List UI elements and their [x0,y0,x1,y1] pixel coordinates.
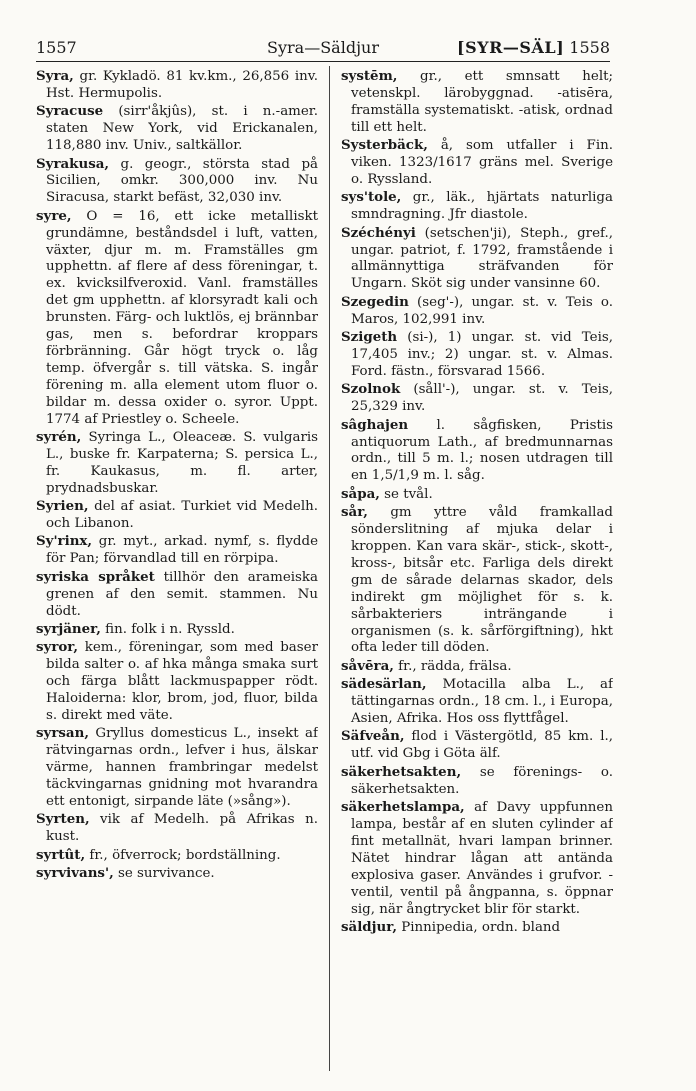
dictionary-entry [341,294,613,329]
definition: Gryllus domesticus L., insekt af rätvingarnas ordn., lefver i hus, älskar värme, hannen frambringar medelst täckvingarnas gnidning mot hvarandra ett entonigt, sirpande läte (»sång»). [46,726,318,810]
definition: se survivance. [113,866,215,882]
dictionary-entry [341,486,613,504]
definition: fin. folk i n. Ryssld. [100,622,235,637]
dictionary-entry [341,381,613,416]
headword: Syracuse [36,103,104,120]
headword: Syra, [36,68,74,84]
definition: O = 16, ett icke metalliskt grundämne, beståndsdel i luft, vatten, växter, djur m. m. Framställes gm upphettn. af flere af dess föreningar, t. ex. kvicksilfveroxid. Vanl. framställes det gm upphettn. af klorsyradt kali och brunsten. Färg- och luktlös, ej brännbar gas, men s. befordrar kroppars förbränning. Går högt tryck o. låg temp. öfvergår s. till vätska. S. ingår förening m. alla element utom fluor o. bildar m. dessa oxider o. syror. Uppt. 1774 af Priestley o. Scheele. [46,208,318,427]
headword: såpa, [341,485,380,502]
dictionary-entry [341,329,613,381]
dictionary-entry [341,137,613,189]
running-title: Syra—Säldjur [267,38,379,57]
headword: sys'tole, [341,189,402,206]
right-column [341,68,613,1077]
definition: flod i Västergötld, 85 km. l., utf. vid Gbg i Göta älf. [351,729,613,762]
definition: (setschen'ji), Steph., gref., ungar. patriot, f. 1792, framstående i allmännyttiga sträfvanden för Ungarn. Sköt sig under vansinne 60. [351,225,613,292]
dictionary-entry [341,764,613,799]
page-header [36,36,610,60]
dictionary-entry [36,725,318,811]
definition: kem., föreningar, som med baser bilda salter o. af hka många smaka surt och färga blått lackmuspapper rödt. Haloiderna: klor, brom, jod, fluor, bilda s. direkt med väte. [46,640,318,724]
dictionary-entry [36,639,318,725]
headword: syror, [36,639,79,656]
dictionary-entry [341,919,613,937]
header-right [457,36,610,60]
headword: Szigeth [341,329,398,346]
header-rule [36,61,610,62]
definition: se tvål. [379,486,433,502]
dictionary-entry [341,799,613,918]
definition: gr., ett smnsatt helt; vetenskpl. lärobyggnad. -atisēra, framställa systematiskt. -atisk, ordnad till ett helt. [351,69,613,135]
headword: syrén, [36,429,82,446]
headword: syre, [36,207,72,224]
definition: gr. myt., arkad. nymf, s. flydde för Pan; förvandlad till en rörpipa. [46,534,318,567]
definition: del af asiat. Turkiet vid Medelh. och Libanon. [46,499,318,532]
left-column [36,68,318,1077]
headword: säkerhetslampa, [341,799,465,816]
definition: (seg'-), ungar. st. v. Teis o. Maros, 102,991 inv. [351,294,613,327]
definition: fr., öfverrock; bordställning. [85,847,281,863]
headword: Syrakusa, [36,155,110,172]
dictionary-entry [341,658,613,676]
dictionary-entry [36,569,318,621]
headword: syrtût, [36,846,86,863]
dictionary-entry [36,103,318,155]
dictionary-entry [36,865,318,883]
headword: syrsan, [36,725,89,742]
dictionary-entry [36,533,318,568]
dictionary-entry [341,504,613,657]
headword: Syrien, [36,498,89,515]
dictionary-entry [36,156,318,208]
definition: fr., rädda, frälsa. [393,658,512,674]
definition: Motacilla alba L., af tättingarnas ordn., 18 cm. l., i Europa, Asien, Afrika. Hos oss flyttfågel. [351,677,613,727]
definition: Syringa L., Oleaceæ. S. vulgaris L., buske fr. Karpaterna; S. persica L., fr. Kaukasus, m. fl. arter, prydnadsbuskar. [46,430,318,496]
headword: sâghajen [341,416,409,433]
definition: gr., läk., hjärtats naturliga smndragning. Jfr diastole. [351,190,613,223]
dictionary-entry [36,621,318,639]
headword: syrvivans', [36,865,114,882]
dictionary-entry [36,847,318,865]
headword: sädesärlan, [341,676,427,693]
headword: Systerbäck, [341,137,428,154]
dictionary-entry [341,676,613,728]
definition: g. geogr., största stad på Sicilien, omkr. 300,000 inv. Nu Siracusa, starkt befäst, 32,030 inv. [46,156,318,206]
definition: l. sågfisken, Pristis antiquorum Lath., af bredmunnarnas ordn., till 5 m. l.; nosen utdragen till en 1,5/1,9 m. l. såg. [351,417,613,484]
headword: Szolnok [341,381,401,398]
headword: systēm, [341,68,398,84]
definition: (såll'-), ungar. st. v. Teis, 25,329 inv. [351,382,613,415]
headword: syriska språket [36,568,155,585]
definition: af Davy uppfunnen lampa, består af en sluten cylinder af fint metallnät, hvari lampan brinner. Nätet hindrar lågan att antända explosiva gaser. Användes i grufvor. -ventil, ventil på ångpanna, s. öppnar sig, när ångtrycket blir för starkt. [351,800,613,917]
dictionary-entry [36,208,318,429]
dictionary-entry [341,417,613,486]
headword: Syrten, [36,811,90,828]
entry-range: [SYR—SÄL] [457,38,565,57]
definition: (sirr'åkjûs), st. i n.-amer. staten New York, vid Erickanalen, 118,880 inv. Univ., saltkällor. [46,104,318,154]
definition: vik af Medelh. på Afrikas n. kust. [46,812,318,845]
headword: Széchényi [341,224,416,241]
headword: Szegedin [341,293,409,310]
dictionary-entry [341,68,613,137]
dictionary-entry [36,429,318,498]
definition: å, som utfaller i Fin. viken. 1323/1617 gräns mel. Sverige o. Ryssland. [351,138,613,187]
column-divider [329,66,330,1071]
definition: gr. Kykladö. 81 kv.km., 26,856 inv. Hst. Hermupolis. [46,69,318,101]
dictionary-entry [341,225,613,294]
headword: såvēra, [341,657,394,674]
definition: tillhör den arameiska grenen af den semit. stammen. Nu dödt. [46,569,318,619]
headword: Sy'rinx, [36,533,93,550]
definition: se förenings- o. säkerhetsakten. [351,764,613,797]
dictionary-entry [341,189,613,224]
headword: sår, [341,504,368,521]
page-number-left: 1557 [36,38,77,57]
dictionary-entry [36,68,318,103]
dictionary-entry [36,498,318,533]
definition: (si-), 1) ungar. st. vid Teis, 17,405 inv.; 2) ungar. st. v. Almas. Ford. fästn., försvarad 1566. [351,330,613,379]
dictionary-entry [341,728,613,763]
page-number-right: 1558 [569,38,610,57]
dictionary-entry [36,811,318,846]
headword: säldjur, [341,918,397,935]
headword: syrjäner, [36,621,101,637]
headword: säkerhetsakten, [341,763,462,780]
definition: Pinnipedia, ordn. bland [397,919,561,935]
headword: Säfveån, [341,728,405,745]
definition: gm yttre våld framkallad sönderslitning af mjuka delar i kroppen. Kan vara skär-, stick-, skott-, kross-, bitsår etc. Farliga dels direkt gm de sårade delarnas skador, dels indirekt gm möjlighet för s. k. sårbakteriers inträngande i organismen (s. k. sårförgiftning), hkt ofta leder till döden. [351,505,613,656]
